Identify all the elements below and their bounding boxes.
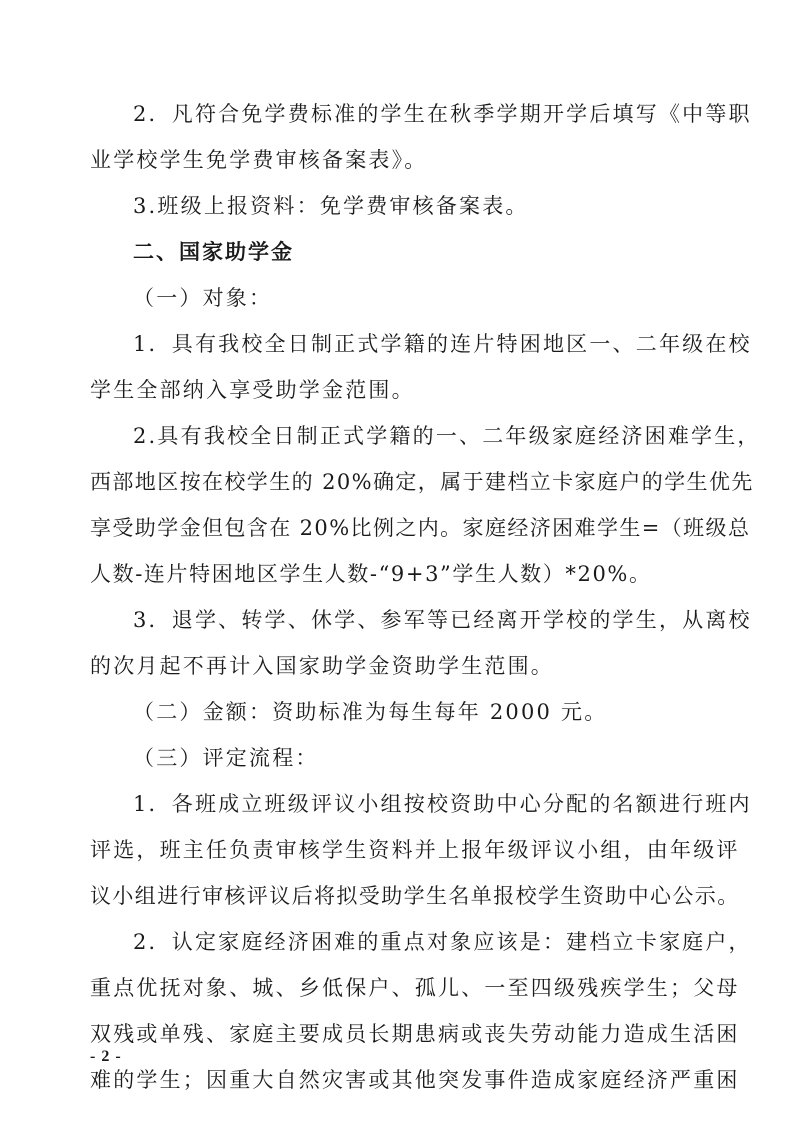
paragraph-line: 1．具有我校全日制正式学籍的连片特困地区一、二年级在校 — [133, 332, 752, 356]
paragraph-line: 双残或单残、家庭主要成员长期患病或丧失劳动能力造成生活困 — [90, 1022, 740, 1046]
paragraph-line: 评选，班主任负责审核学生资料并上报年级评议小组，由年级评 — [90, 838, 740, 862]
paragraph-line: 重点优抚对象、城、乡低保户、孤儿、一至四级残疾学生；父母 — [90, 976, 740, 1000]
paragraph-line: 2.具有我校全日制正式学籍的一、二年级家庭经济困难学生， — [133, 424, 761, 448]
paragraph-line: 西部地区按在校学生的 20%确定，属于建档立卡家庭户的学生优先 — [90, 470, 754, 494]
paragraph-line: 学生全部纳入享受助学金范围。 — [90, 378, 415, 402]
paragraph-line: 3．退学、转学、休学、参军等已经离开学校的学生，从离校 — [133, 608, 752, 632]
page-number: - 2 - — [90, 1048, 122, 1065]
subsection-heading: （三）评定流程： — [133, 746, 319, 770]
paragraph-line: 业学校学生免学费审核备案表》。 — [90, 148, 428, 172]
section-heading: 二、国家助学金 — [133, 240, 294, 264]
paragraph-line: 人数-连片特困地区学生人数-“9+3”学生人数）*20%。 — [90, 562, 652, 586]
paragraph-line: 3.班级上报资料：免学费审核备案表。 — [133, 194, 529, 218]
subsection-heading: （二）金额：资助标准为每生每年 2000 元。 — [133, 700, 608, 724]
paragraph-line: 2．凡符合免学费标准的学生在秋季学期开学后填写《中等职 — [133, 102, 752, 126]
paragraph-line: 的次月起不再计入国家助学金资助学生范围。 — [90, 654, 554, 678]
paragraph-line: 享受助学金但包含在 20%比例之内。家庭经济困难学生=（班级总 — [90, 516, 751, 540]
paragraph-line: 议小组进行审核评议后将拟受助学生名单报校学生资助中心公示。 — [90, 884, 740, 908]
paragraph-line: 2．认定家庭经济困难的重点对象应该是：建档立卡家庭户， — [133, 930, 752, 954]
paragraph-line: 1．各班成立班级评议小组按校资助中心分配的名额进行班内 — [133, 792, 752, 816]
subsection-heading: （一）对象： — [133, 286, 273, 310]
paragraph-line: 难的学生；因重大自然灾害或其他突发事件造成家庭经济严重困 — [90, 1068, 740, 1092]
